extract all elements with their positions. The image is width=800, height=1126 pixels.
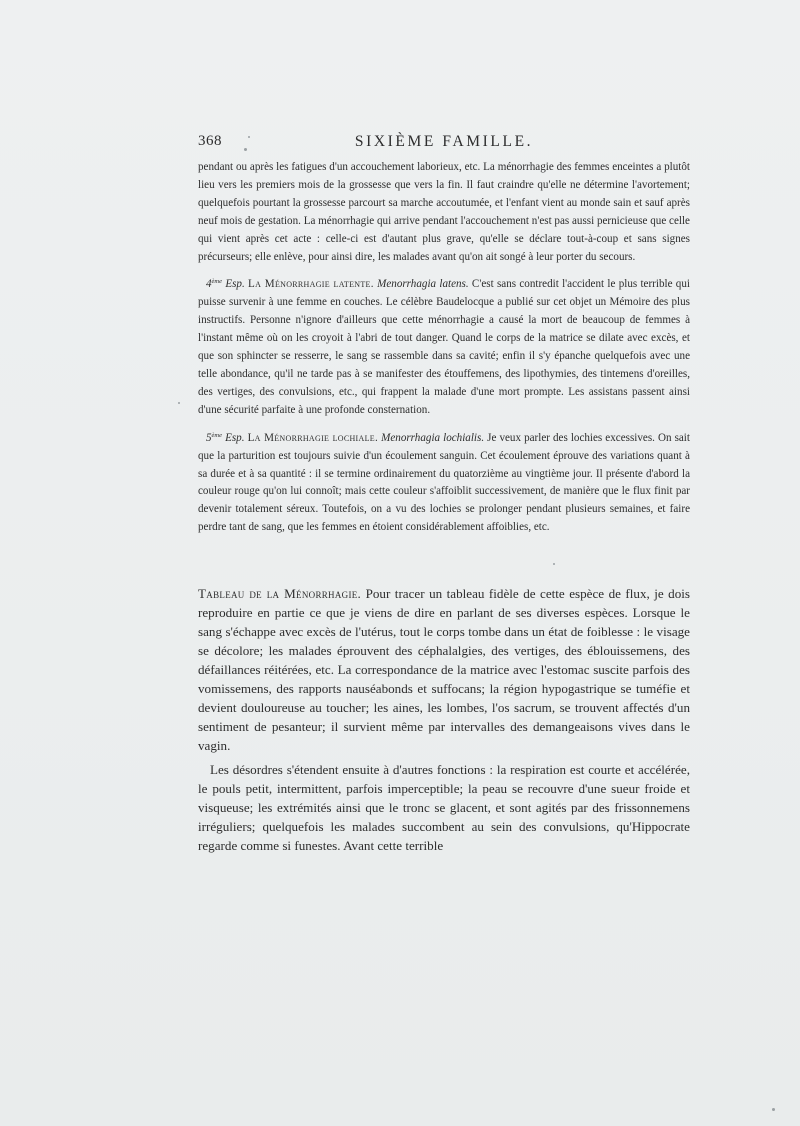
species-4-esp: Esp.: [225, 278, 245, 291]
ink-speck: [553, 563, 555, 565]
closing-paragraph: Les désordres s'étendent ensuite à d'autres fonctions : la respiration est courte et accélérée, le pouls petit, intermittent, parfois imperceptible; la peau se recouvre d'une sueur froide et visqueuse; les extrémités ainsi que le tronc se glacent, et sont agités par des frissonnemens irréguliers; quelquefois les malades succombent au sein des convulsions, qu'Hippocrate regarde comme si funestes. Avant cette terrible: [198, 762, 690, 853]
species-5-num: 5: [206, 431, 212, 444]
species-4-name: La Ménorrhagie latente.: [248, 278, 374, 291]
species-4-paragraph: [198, 273, 690, 419]
species-4-latin: Menorrhagia latens.: [377, 278, 469, 291]
tableau-paragraph: [198, 584, 690, 755]
species-5-sup: ème: [211, 431, 223, 439]
page-header: [198, 133, 690, 155]
species-5-name: La Ménorrhagie lochiale.: [247, 431, 379, 444]
species-5-latin: Menorrhagia lochialis.: [381, 431, 485, 444]
species-4-text: C'est sans contredit l'accident le plus terrible qui puisse survenir à une femme en couches. Le célèbre Baudelocque a publié sur cet objet un Mémoire des plus instructifs. Personne n'ignore d'ailleurs que cette ménorrhagie a causé la mort de beaucoup de femmes à l'instant même où on les croyoit à l'abri de tout danger. Quand le corps de la matrice se dilate avec excès, et que son sphincter se resserre, le sang se rassemble dans sa cavité; enfin il s'y épanche quelquefois avec une telle abondance, qu'il ne tarde pas à se manifester des étouffemens, des lipothymies, des tintemens d'oreilles, des vertiges, des convulsions, etc., qui frappent la malade d'une mort prompte. Les assistans passent ainsi d'une sécurité parfaite à une profonde consternation.: [198, 278, 690, 416]
tableau-heading: Tableau de la Ménorrhagie.: [198, 586, 362, 601]
species-4-sup: ème: [211, 278, 223, 286]
tableau-text: Pour tracer un tableau fidèle de cette espèce de flux, je dois reproduire en partie ce que je viens de dire en parlant de ses diverses espèces. Lorsque le sang s'échappe avec excès de l'utérus, tout le corps tombe dans un état de foiblesse : le visage se décolore; les malades éprouvent des céphalalgies, des vertiges, des éblouissemens, des défaillances réitérées, etc. La correspondance de la matrice avec l'estomac suscite parfois des vomissemens, des rapports nauséabonds et suffocans; la région hypogastrique se tuméfie et devient douloureuse au toucher; les aines, les lombes, l'os sacrum, se trouvent affectés d'un sentiment de pesanteur; il survient même par intervalles des demangeaisons vives dans le vagin.: [198, 586, 690, 753]
ink-speck: [178, 402, 180, 404]
species-5-esp: Esp.: [225, 431, 245, 444]
ink-speck: [244, 148, 247, 151]
species-5-paragraph: [198, 427, 690, 537]
large-print-section: [198, 584, 690, 855]
species-5-number: [206, 432, 245, 444]
species-4-number: [206, 278, 245, 290]
running-title: SIXIÈME FAMILLE.: [354, 133, 534, 150]
page-number: 368: [198, 133, 222, 149]
small-print-section: [198, 159, 690, 537]
ink-speck: [248, 136, 250, 138]
opening-paragraph: pendant ou après les fatigues d'un accouchement laborieux, etc. La ménorrhagie des femmes enceintes a plutôt lieu vers les premiers mois de la grossesse que vers la fin. Il faut craindre qu'elle ne détermine l'avortement; quelquefois pourtant la grossesse parcourt sa marche accoutumée, et l'enfant vient au monde sain et sauf après neuf mois de gestation. La ménorrhagie qui arrive pendant l'accouchement n'est pas aussi pernicieuse que celle qui vient après cet acte : celle-ci est d'autant plus grave, qu'elle se déclare tout-à-coup et sans signes précurseurs; elle enlève, pour ainsi dire, les malades avant qu'on ait songé à leur porter du secours.: [198, 161, 690, 263]
species-5-text: Je veux parler des lochies excessives. On sait que la parturition est toujours suivie d'un écoulement sanguin. Cet écoulement éprouve des variations quant à sa durée et à sa quantité : il se termine ordinairement du quatorzième au vingtième jour. Il présente d'abord la couleur rouge qu'on lui connoît; mais cette couleur s'affoiblit successivement, de manière que le flux finit par devenir totalement séreux. Toutefois, on a vu des lochies se prolonger pendant plusieurs semaines, et faire perdre tant de sang, que les femmes en étoient considérablement affoiblies, etc.: [198, 431, 690, 534]
ink-speck: [772, 1108, 775, 1111]
species-4-num: 4: [206, 278, 212, 291]
